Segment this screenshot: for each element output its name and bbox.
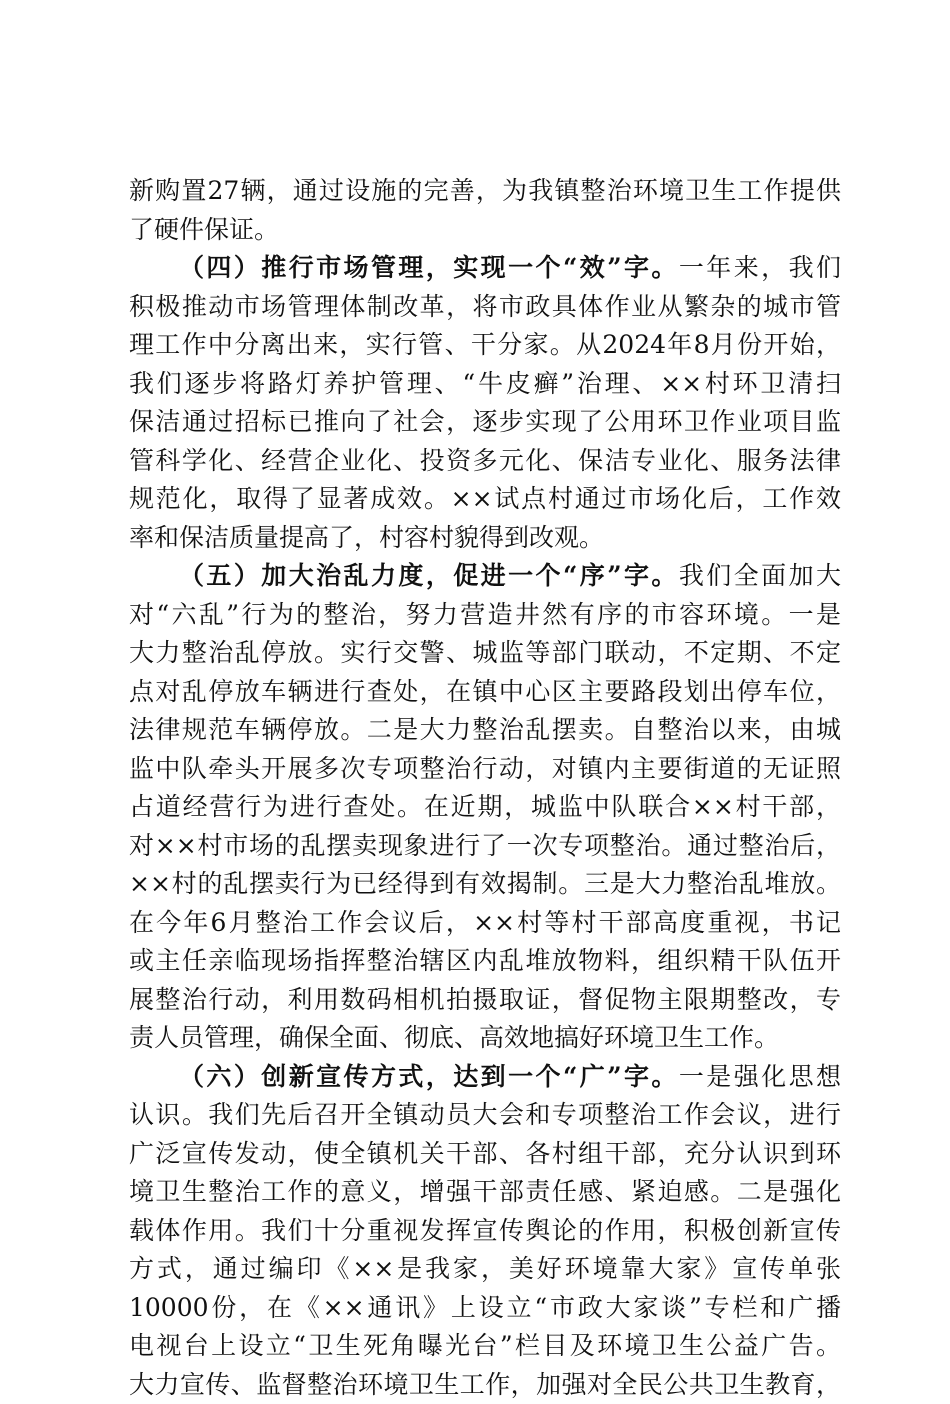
section-heading: （四）推行市场管理，实现一个“效”字。 [179,253,679,282]
text-line: 管科学化、经营企业化、投资多元化、保洁专业化、服务法律 [129,442,841,481]
text-line: 对××村市场的乱摆卖现象进行了一次专项整治。通过整治后， [129,827,841,866]
text-line: 点对乱停放车辆进行查处，在镇中心区主要路段划出停车位， [129,673,841,712]
text-line: 责人员管理，确保全面、彻底、高效地搞好环境卫生工作。 [129,1019,841,1058]
text-line: 我们逐步将路灯养护管理、“牛皮癣”治理、××村环卫清扫 [129,365,841,404]
text-line: 认识。我们先后召开全镇动员大会和专项整治工作会议，进行 [129,1096,841,1135]
text-line: 方式，通过编印《××是我家，美好环境靠大家》宣传单张 [129,1250,841,1289]
text-line: 大力整治乱停放。实行交警、城监等部门联动，不定期、不定 [129,634,841,673]
text-span: 我们全面加大 [679,561,841,590]
text-line: 对“六乱”行为的整治，努力营造井然有序的市容环境。一是 [129,596,841,635]
text-line: 理工作中分离出来，实行管、干分家。从2024年8月份开始， [129,326,841,365]
text-line: 监中队牵头开展多次专项整治行动，对镇内主要街道的无证照 [129,750,841,789]
text-line: 法律规范车辆停放。二是大力整治乱摆卖。自整治以来，由城 [129,711,841,750]
text-line: 大力宣传、监督整治环境卫生工作，加强对全民公共卫生教育， [129,1366,841,1404]
text-line: 电视台上设立“卫生死角曝光台”栏目及环境卫生公益广告。 [129,1327,841,1366]
text-line: 了硬件保证。 [129,211,841,250]
text-line: 或主任亲临现场指挥整治辖区内乱堆放物料，组织精干队伍开 [129,942,841,981]
text-line: 境卫生整治工作的意义，增强干部责任感、紧迫感。二是强化 [129,1173,841,1212]
text-line: 规范化，取得了显著成效。××试点村通过市场化后，工作效 [129,480,841,519]
section-heading: （五）加大治乱力度，促进一个“序”字。 [179,561,679,590]
text-line: 载体作用。我们十分重视发挥宣传舆论的作用，积极创新宣传 [129,1212,841,1251]
text-line: 10000份，在《××通讯》上设立“市政大家谈”专栏和广播 [129,1289,841,1328]
text-line: 保洁通过招标已推向了社会，逐步实现了公用环卫作业项目监 [129,403,841,442]
text-line: 在今年6月整治工作会议后，××村等村干部高度重视，书记 [129,904,841,943]
text-span: 一是强化思想 [679,1062,841,1091]
section-heading-line [129,1058,841,1097]
text-line: 率和保洁质量提高了，村容村貌得到改观。 [129,519,841,558]
section-heading-line [129,557,841,596]
text-line: 占道经营行为进行查处。在近期，城监中队联合××村干部， [129,788,841,827]
text-line: 广泛宣传发动，使全镇机关干部、各村组干部，充分认识到环 [129,1135,841,1174]
text-line: ××村的乱摆卖行为已经得到有效揭制。三是大力整治乱堆放。 [129,865,841,904]
section-heading: （六）创新宣传方式，达到一个“广”字。 [179,1062,679,1091]
text-span: 一年来，我们 [679,253,841,282]
text-line: 展整治行动，利用数码相机拍摄取证，督促物主限期整改，专 [129,981,841,1020]
body-text [129,172,841,1404]
section-heading-line [129,249,841,288]
text-line: 积极推动市场管理体制改革，将市政具体作业从繁杂的城市管 [129,288,841,327]
text-line: 新购置27辆，通过设施的完善，为我镇整治环境卫生工作提供 [129,172,841,211]
